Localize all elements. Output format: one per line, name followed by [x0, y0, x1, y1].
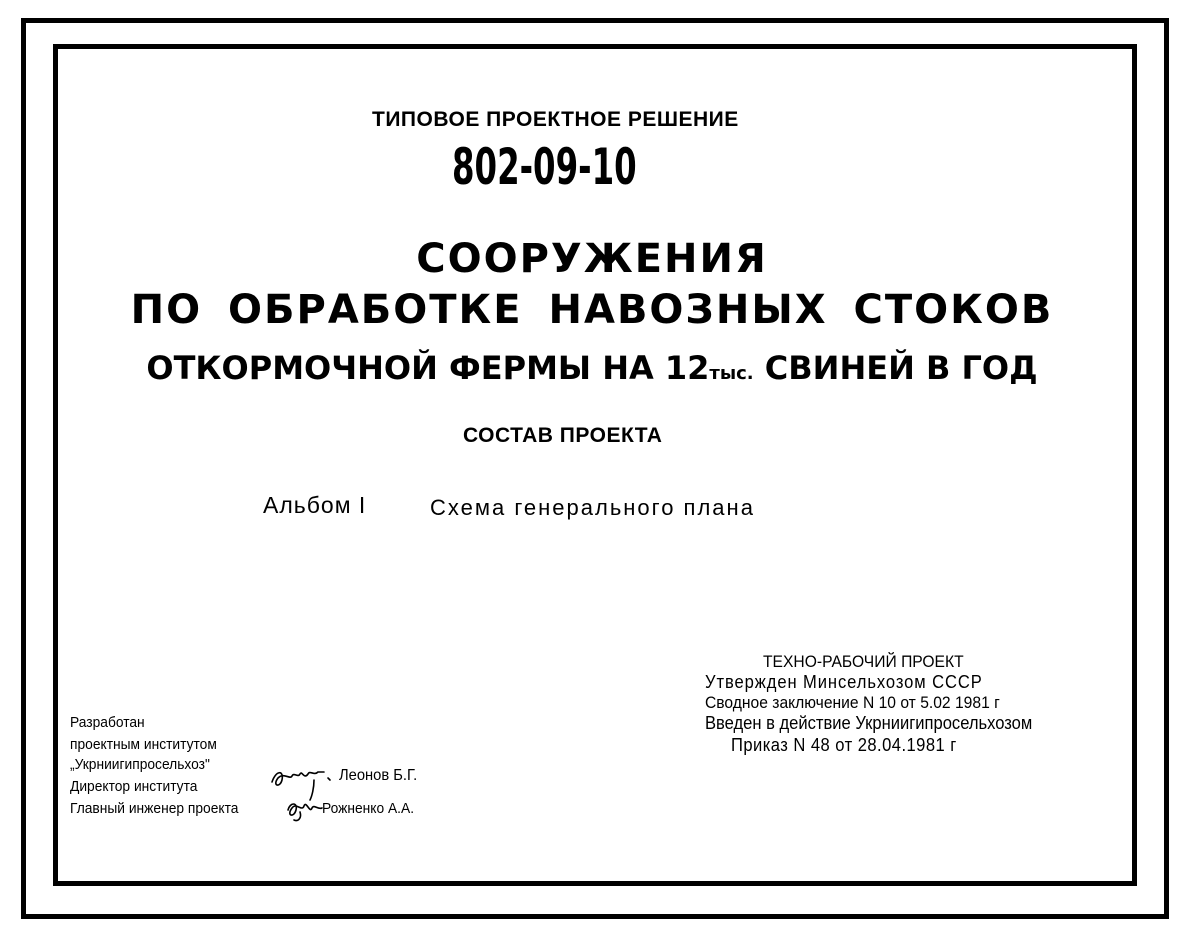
approval-enacted-by: Введен в действие Укрниигипросельхозом: [705, 713, 1033, 733]
title-line-3-a: ОТКОРМОЧНОЙ ФЕРМЫ НА 12: [146, 349, 710, 387]
album-number: Альбом I: [263, 492, 367, 518]
title-line-3-b: СВИНЕЙ В ГОД: [764, 349, 1038, 387]
developer-label: Разработан: [70, 714, 145, 731]
approval-order: Приказ N 48 от 28.04.1981 г: [731, 735, 957, 755]
chief-engineer-name: Рожненко А.А.: [322, 800, 415, 817]
title-line-1: СООРУЖЕНИЯ: [416, 236, 768, 282]
title-line-2: ПО ОБРАБОТКЕ НАВОЗНЫХ СТОКОВ: [130, 287, 1054, 333]
director-title: Директор института: [70, 778, 198, 795]
album-title: Схема генерального плана: [430, 495, 755, 520]
title-line-3-unit: тыс.: [709, 363, 754, 384]
approval-project-type: ТЕХНО-РАБОЧИЙ ПРОЕКТ: [763, 652, 964, 671]
chief-engineer-signature: [284, 796, 326, 824]
director-name: Леонов Б.Г.: [339, 767, 418, 784]
chief-engineer-title: Главный инженер проекта: [70, 800, 239, 817]
project-code: 802-09-10: [452, 138, 637, 196]
project-composition-heading: СОСТАВ ПРОЕКТА: [463, 424, 663, 447]
developer-institute-name: „Укрниигипросельхоз": [70, 756, 210, 773]
developer-institute-label: проектным институтом: [70, 736, 217, 753]
title-line-3: [0, 349, 1184, 387]
standard-design-label: ТИПОВОЕ ПРОЕКТНОЕ РЕШЕНИЕ: [372, 108, 739, 131]
approval-conclusion: Сводное заключение N 10 от 5.02 1981 г: [705, 693, 1000, 712]
approval-approved-by: Утвержден Минсельхозом СССР: [705, 672, 983, 692]
